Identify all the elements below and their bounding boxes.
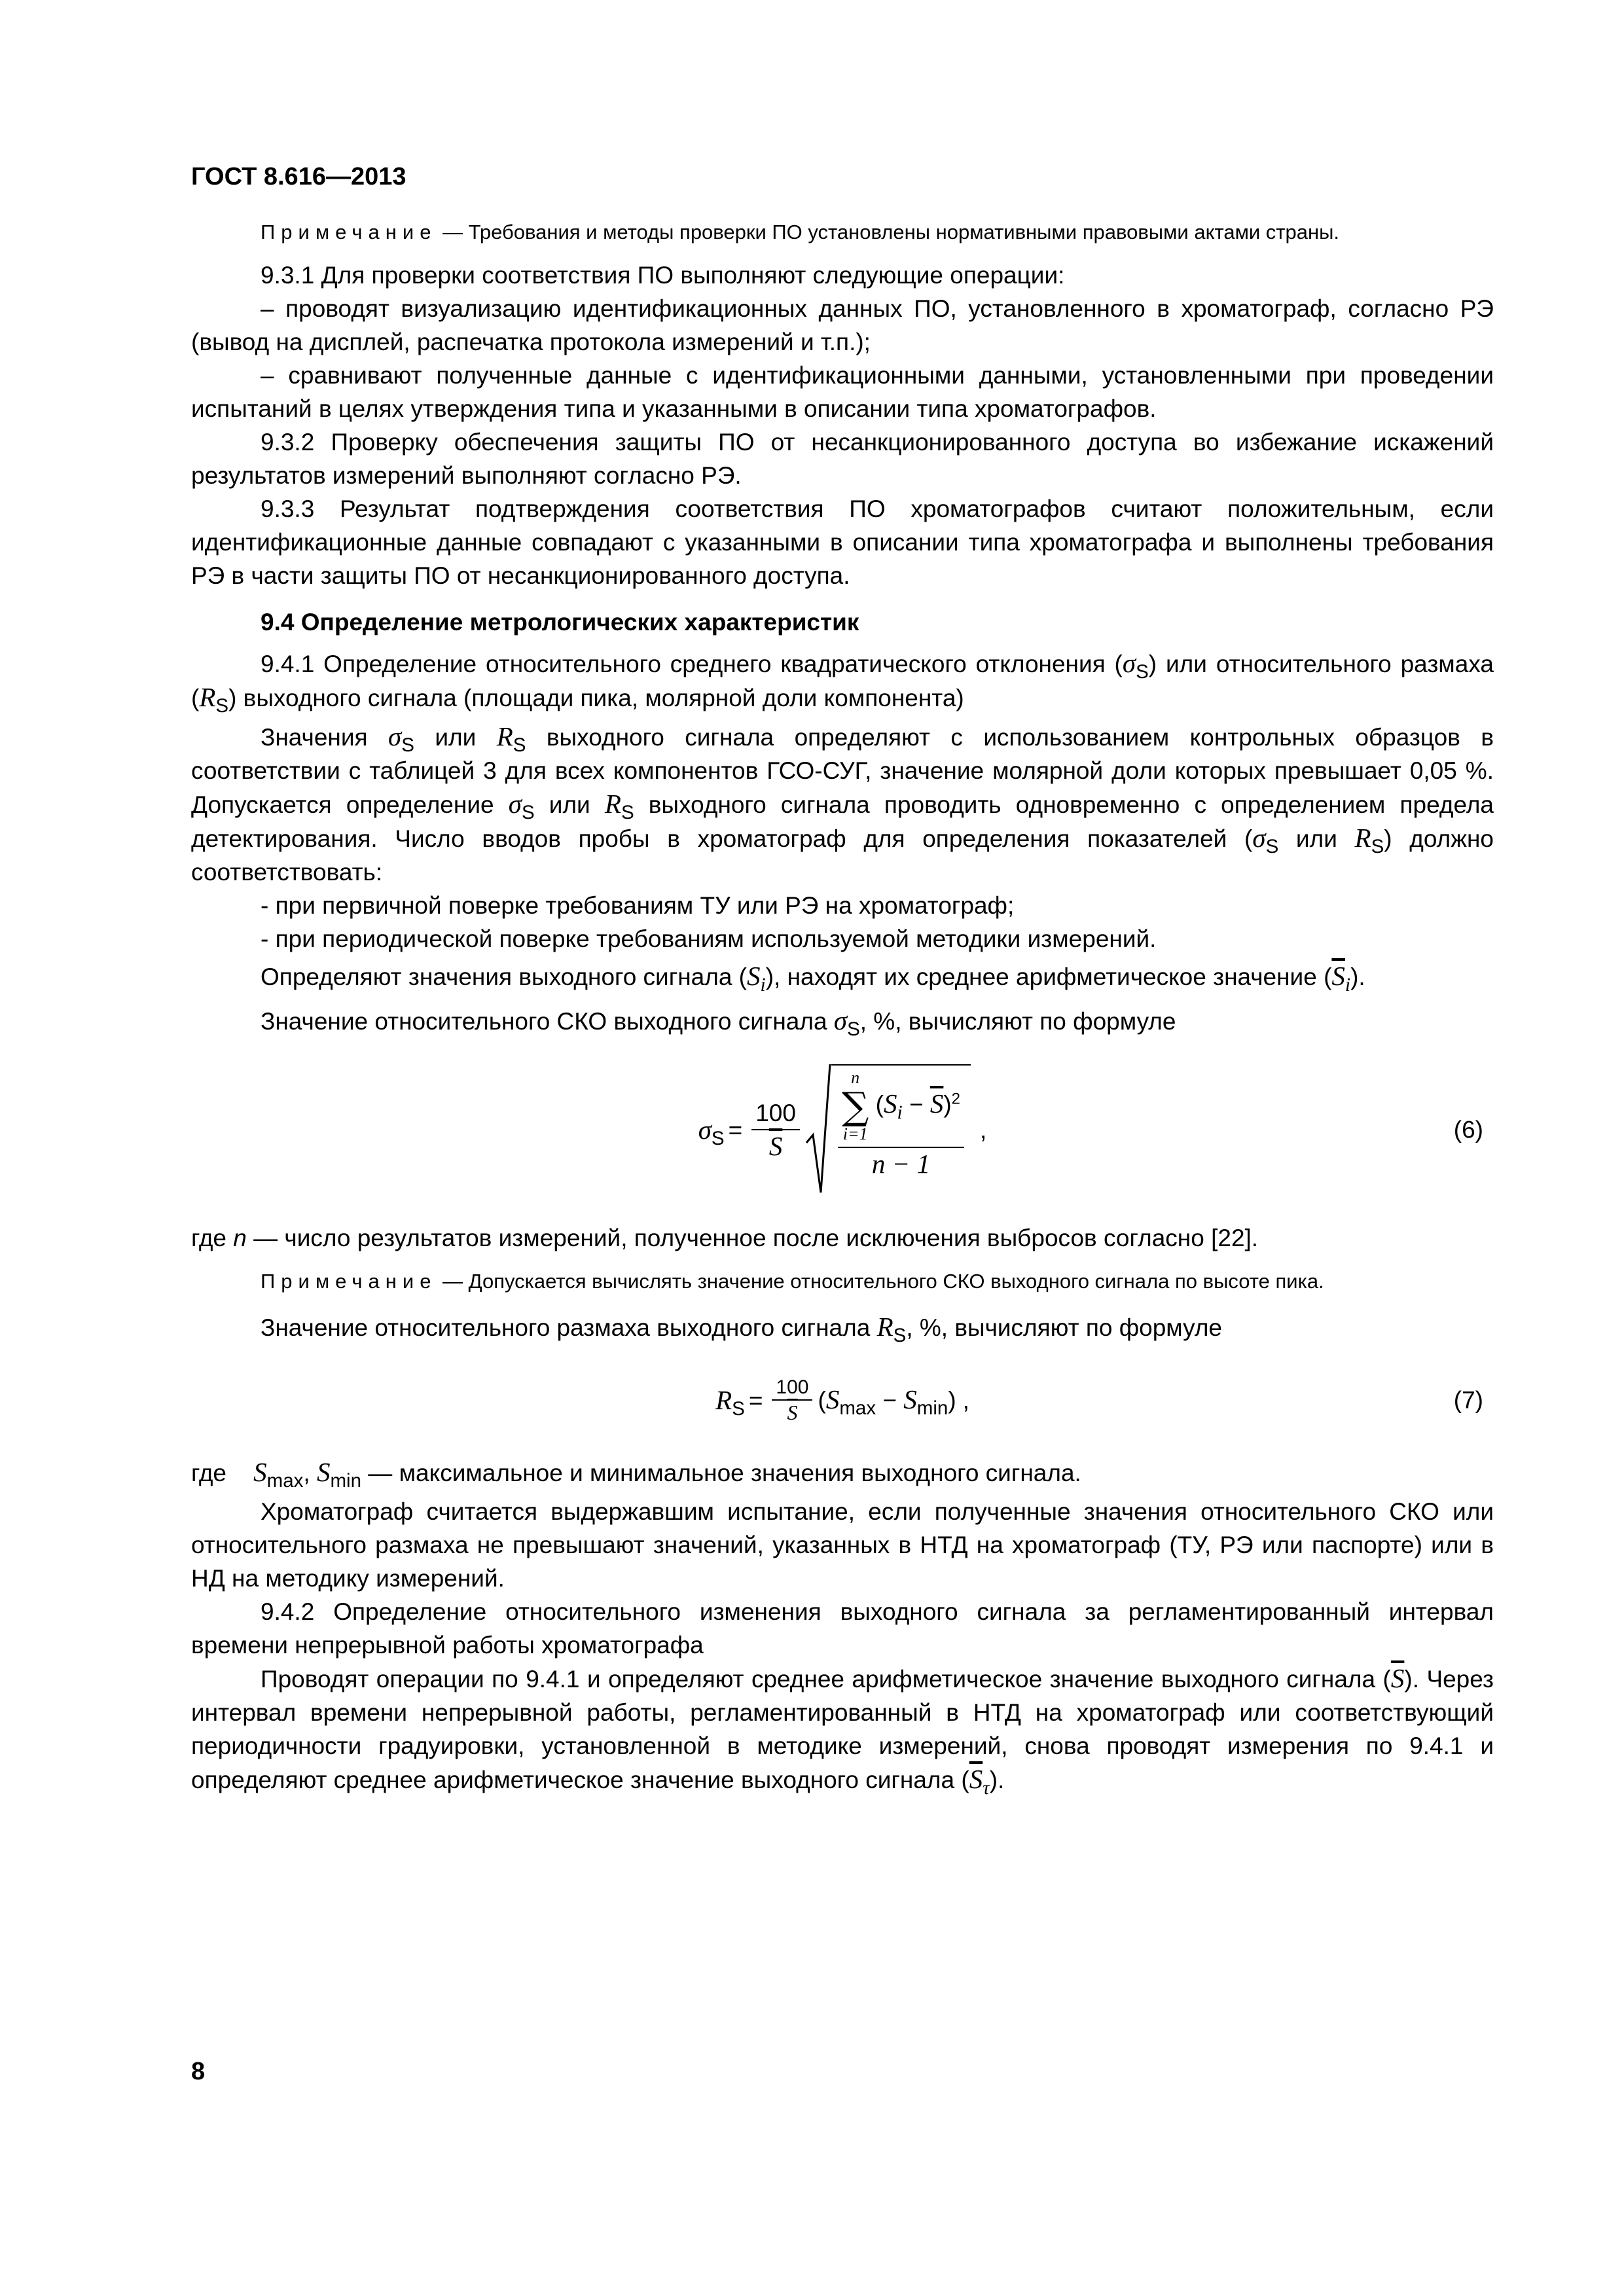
list-item: - при первичной поверке требованиям ТУ или РЭ на хроматограф; (261, 892, 1015, 919)
page-body (191, 217, 1494, 1797)
note-label: Примечание (261, 221, 437, 243)
clause-9-3-1: 9.3.1 Для проверки соответствия ПО выполняют следующие операции: (261, 262, 1065, 289)
s-tau-mean-symbol: $\overline{S}_\tau$ (969, 1764, 990, 1799)
square-root (805, 1064, 971, 1195)
section-heading-9-4: 9.4 Определение метрологических характеристик (261, 609, 859, 636)
r-s-symbol: $R_S$ (496, 721, 526, 756)
coefficient-fraction: $\frac{100}{S}$ (772, 1376, 812, 1424)
note-text: — Допускается вычислять значение относительного СКО выходного сигнала по высоте пика. (437, 1270, 1324, 1293)
paragraph-procedure: Проводят операции по 9.4.1 и определяют среднее арифметическое значение выходного сигнала $(\overline{S})$. Через интервал времени непрерывной работы, регламентированный в НТД на хроматограф или соответствующий периодичности градуировки, установленной в методике измерений, снова проводят измерения по 9.4.1 и определяют среднее арифметическое значение выходного сигнала $(\overline{S}_\tau)$. (191, 1663, 1494, 1799)
r-s-symbol: $R_S$ (715, 1384, 745, 1420)
sigma-s-symbol: $\sigma_S$ (388, 721, 414, 756)
radical-icon (805, 1064, 831, 1195)
note-text: — Требования и методы проверки ПО установлены нормативными правовыми актами страны. (437, 221, 1339, 243)
where-smax-smin: где $S_{max}$, $S_{min}$ — максимальное и минимальное значения выходного сигнала. (191, 1457, 1081, 1492)
sigma-s-symbol: $\sigma_S$ (1252, 823, 1279, 857)
paragraph-range: Значение относительного размаха выходного сигнала $R_S$, %, вычисляют по формуле (261, 1312, 1223, 1346)
s-mean-symbol: $\overline{S}$ (1390, 1663, 1405, 1693)
summation-icon: n ∑ i=1 (841, 1068, 869, 1143)
note-requirements (191, 217, 1494, 247)
coefficient-fraction: $\frac{100}{S}$ (751, 1098, 800, 1162)
document-code: ГОСТ 8.616—2013 (191, 163, 406, 190)
paragraph-pass-criteria: Хроматограф считается выдержавшим испытание, если полученные значения относительного СКО или относительного размаха не превышают значений, указанных в НТД на хроматограф (ТУ, РЭ или паспорте) или в НД на методику измерений. (191, 1498, 1494, 1592)
list-item: - при периодической поверке требованиям используемой методики измерений. (261, 925, 1157, 952)
clause-9-3-2: 9.3.2 Проверку обеспечения защиты ПО от несанкционированного доступа во избежание искажений результатов измерений выполняют согласно РЭ. (191, 429, 1494, 489)
list-item: – сравнивают полученные данные с идентификационными данными, установленными при проведении испытаний в целях утверждения типа и указанными в описании типа хроматографов. (191, 362, 1494, 422)
clause-9-4-1: 9.4.1 Определение относительного среднего квадратического отклонения $(\sigma_S)$ или относительного размаха $(R_S)$ выходного сигнала (площади пика, молярной доли компонента) (191, 648, 1494, 717)
sigma-s-symbol: $\sigma_S$ (508, 789, 535, 823)
s-i-symbol: $S_i$ (747, 961, 766, 996)
note-label: Примечание (261, 1270, 437, 1293)
list-item: – проводят визуализацию идентификационных данных ПО, установленного в хроматограф, согласно РЭ (вывод на дисплей, распечатка протокола измерений и т.п.); (191, 295, 1494, 355)
sigma-s-symbol: $\sigma_S$ (698, 1114, 725, 1149)
formula-6: $\sigma_S$ = $\frac{100}{S}$ n ∑ i=1 $(S_i - \overline{S})^2$ n − 1 , (6) (191, 1051, 1494, 1208)
s-i-mean-symbol: $\overline{S}_i$ (1331, 961, 1351, 996)
variance-fraction: n ∑ i=1 $(S_i - \overline{S})^2$ n − 1 (838, 1068, 964, 1179)
where-n: где n — число результатов измерений, полученное после исключения выбросов согласно [22]. (191, 1225, 1259, 1251)
sigma-s-symbol: $\sigma_S$ (833, 1005, 860, 1040)
formula-number: (7) (1453, 1386, 1483, 1414)
paragraph-sko: Значение относительного СКО выходного сигнала $\sigma_S$, %, вычисляют по формуле (261, 1005, 1176, 1040)
clause-9-3-3: 9.3.3 Результат подтверждения соответствия ПО хроматографов считают положительным, если идентификационные данные совпадают с указанными в описании типа хроматографа и выполнены требования РЭ в части защиты ПО от несанкционированного доступа. (191, 495, 1494, 589)
r-s-symbol: $R_S$ (604, 789, 634, 823)
r-s-symbol: $R_S$ (1354, 823, 1384, 857)
clause-9-4-2: 9.4.2 Определение относительного изменения выходного сигнала за регламентированный интервал времени непрерывной работы хроматографа (191, 1598, 1494, 1659)
paragraph-values: Значения $\sigma_S$ или $R_S$ выходного сигнала определяют с использованием контрольных образцов в соответствии с таблицей 3 для всех компонентов ГСО-СУГ, значение молярной доли которых превышает 0,05 %. Допускается определение $\sigma_S$ или $R_S$ выходного сигнала проводить одновременно с определением предела детектирования. Число вводов пробы в хроматограф для определения показателей ($\sigma_S$ или $R_S$) должно соответствовать: (191, 721, 1494, 886)
note-peak-height (191, 1266, 1494, 1296)
formula-number: (6) (1453, 1116, 1483, 1143)
page-number: 8 (191, 2058, 206, 2085)
r-s-symbol: $R_S$ (199, 682, 229, 717)
paragraph-define: Определяют значения выходного сигнала $(S_i)$, находят их среднее арифметическое значение $(\overline{S}_i)$. (261, 961, 1365, 996)
r-s-symbol: $R_S$ (876, 1312, 907, 1346)
sigma-s-symbol: $\sigma_S$ (1122, 648, 1149, 683)
formula-7: $R_S$ = $\frac{100}{S}$ $(S_{max} - S_{min})$ , (7) (715, 1376, 1483, 1424)
